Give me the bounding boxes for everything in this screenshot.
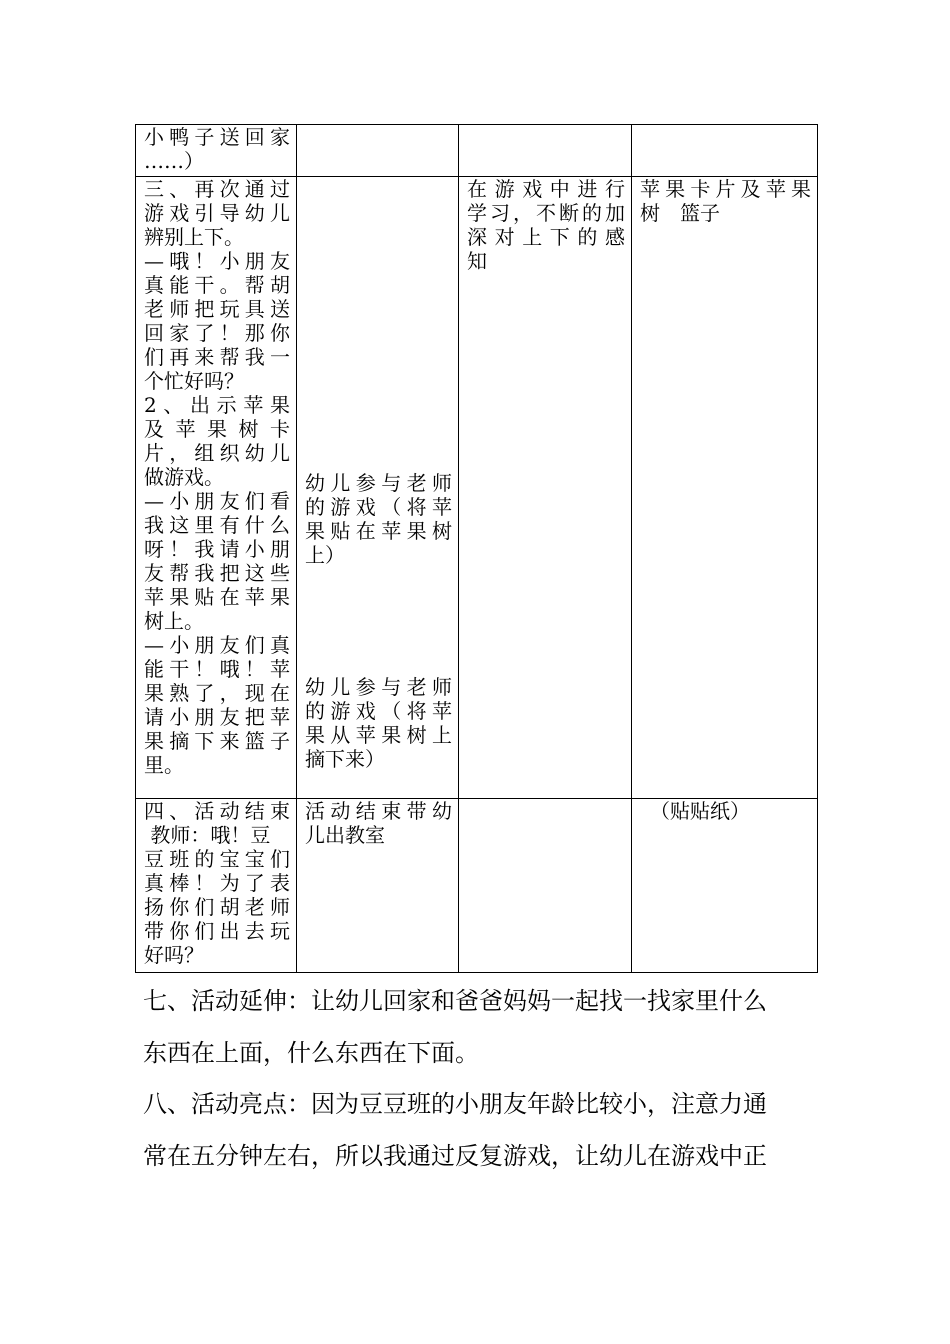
cell-child-activity: [297, 799, 459, 973]
paragraph-line: 八、活动亮点：因为豆豆班的小朋友年龄比较小，注意力通: [143, 1090, 767, 1118]
cell-line: —小朋友们看: [144, 489, 290, 513]
table-row: [136, 177, 818, 799]
cell-line: 学习，不断的加: [467, 201, 625, 225]
cell-child-activity: [297, 125, 459, 177]
cell-spacer: [305, 567, 452, 675]
table-row: [136, 125, 818, 177]
cell-line: 四、活动结束: [144, 799, 290, 823]
cell-line: 小鸭子送回家: [144, 125, 290, 149]
cell-line: ……）: [144, 149, 204, 173]
cell-line: 苹果贴在苹果: [144, 585, 290, 609]
cell-process: [136, 125, 297, 177]
cell-line: 知: [467, 249, 487, 273]
cell-line: 幼儿参与老师: [305, 675, 452, 699]
cell-line: 扬你们胡老师: [144, 895, 290, 919]
cell-line: 好吗？: [144, 943, 204, 967]
cell-spacer: [305, 177, 452, 471]
cell-purpose: [459, 799, 632, 973]
cell-line: 真能干。帮胡: [144, 273, 290, 297]
cell-line: 真棒！为了表: [144, 871, 290, 895]
cell-child-activity: [297, 177, 459, 799]
cell-line: 豆班的宝宝们: [144, 847, 290, 871]
cell-line: 教师：哦！豆: [144, 823, 271, 847]
cell-line: 摘下来）: [305, 747, 385, 771]
cell-line: 能干！哦！苹: [144, 657, 290, 681]
cell-line: 活动结束带幼: [305, 799, 452, 823]
cell-line: 深对上下的感: [467, 225, 625, 249]
cell-line: 苹果卡片及苹果: [640, 177, 811, 201]
cell-line: 辨别上下。: [144, 225, 244, 249]
cell-line: 2、出示苹果: [144, 393, 290, 417]
paragraph-line: 七、活动延伸：让幼儿回家和爸爸妈妈一起找一找家里什么: [143, 987, 767, 1015]
cell-line: 们再来帮我一: [144, 345, 290, 369]
cell-line: 游戏引导幼儿: [144, 201, 290, 225]
cell-line: 请小朋友把苹: [144, 705, 290, 729]
cell-line: 里。: [144, 753, 184, 777]
cell-line: 老师把玩具送: [144, 297, 290, 321]
cell-process: [136, 799, 297, 973]
cell-line: 幼儿参与老师: [305, 471, 452, 495]
cell-materials: [632, 799, 818, 973]
paragraph-line: 常在五分钟左右，所以我通过反复游戏，让幼儿在游戏中正: [143, 1142, 767, 1170]
cell-line: 的游戏（将苹: [305, 495, 452, 519]
cell-line: 呀！我请小朋: [144, 537, 290, 561]
cell-process: [136, 177, 297, 799]
cell-line: 我这里有什么: [144, 513, 290, 537]
cell-line: 做游戏。: [144, 465, 224, 489]
cell-line: 果贴在苹果树: [305, 519, 452, 543]
cell-line: 带你们出去玩: [144, 919, 290, 943]
cell-line: （贴贴纸）: [640, 799, 750, 823]
cell-line: 上）: [305, 543, 345, 567]
cell-line: 回家了！那你: [144, 321, 290, 345]
cell-line: 及苹果树卡: [144, 417, 290, 441]
cell-line: 个忙好吗？: [144, 369, 244, 393]
cell-purpose: [459, 125, 632, 177]
cell-line: 儿出教室: [305, 823, 385, 847]
cell-line: 树 篮子: [640, 201, 720, 225]
activity-table: [135, 124, 818, 973]
cell-line: —小朋友们真: [144, 633, 290, 657]
cell-purpose: [459, 177, 632, 799]
cell-line: 树上。: [144, 609, 204, 633]
cell-line: —哦！小朋友: [144, 249, 290, 273]
cell-line: 友帮我把这些: [144, 561, 290, 585]
cell-line: 片，组织幼儿: [144, 441, 290, 465]
cell-line: 的游戏（将苹: [305, 699, 452, 723]
cell-materials: [632, 125, 818, 177]
cell-line: 果熟了，现在: [144, 681, 290, 705]
cell-line: 在游戏中进行: [467, 177, 625, 201]
cell-line: 三、再次通过: [144, 177, 290, 201]
cell-materials: [632, 177, 818, 799]
cell-line: 果从苹果树上: [305, 723, 452, 747]
paragraph-line: 东西在上面，什么东西在下面。: [143, 1039, 479, 1067]
table-row: [136, 799, 818, 973]
cell-line: 果摘下来篮子: [144, 729, 290, 753]
